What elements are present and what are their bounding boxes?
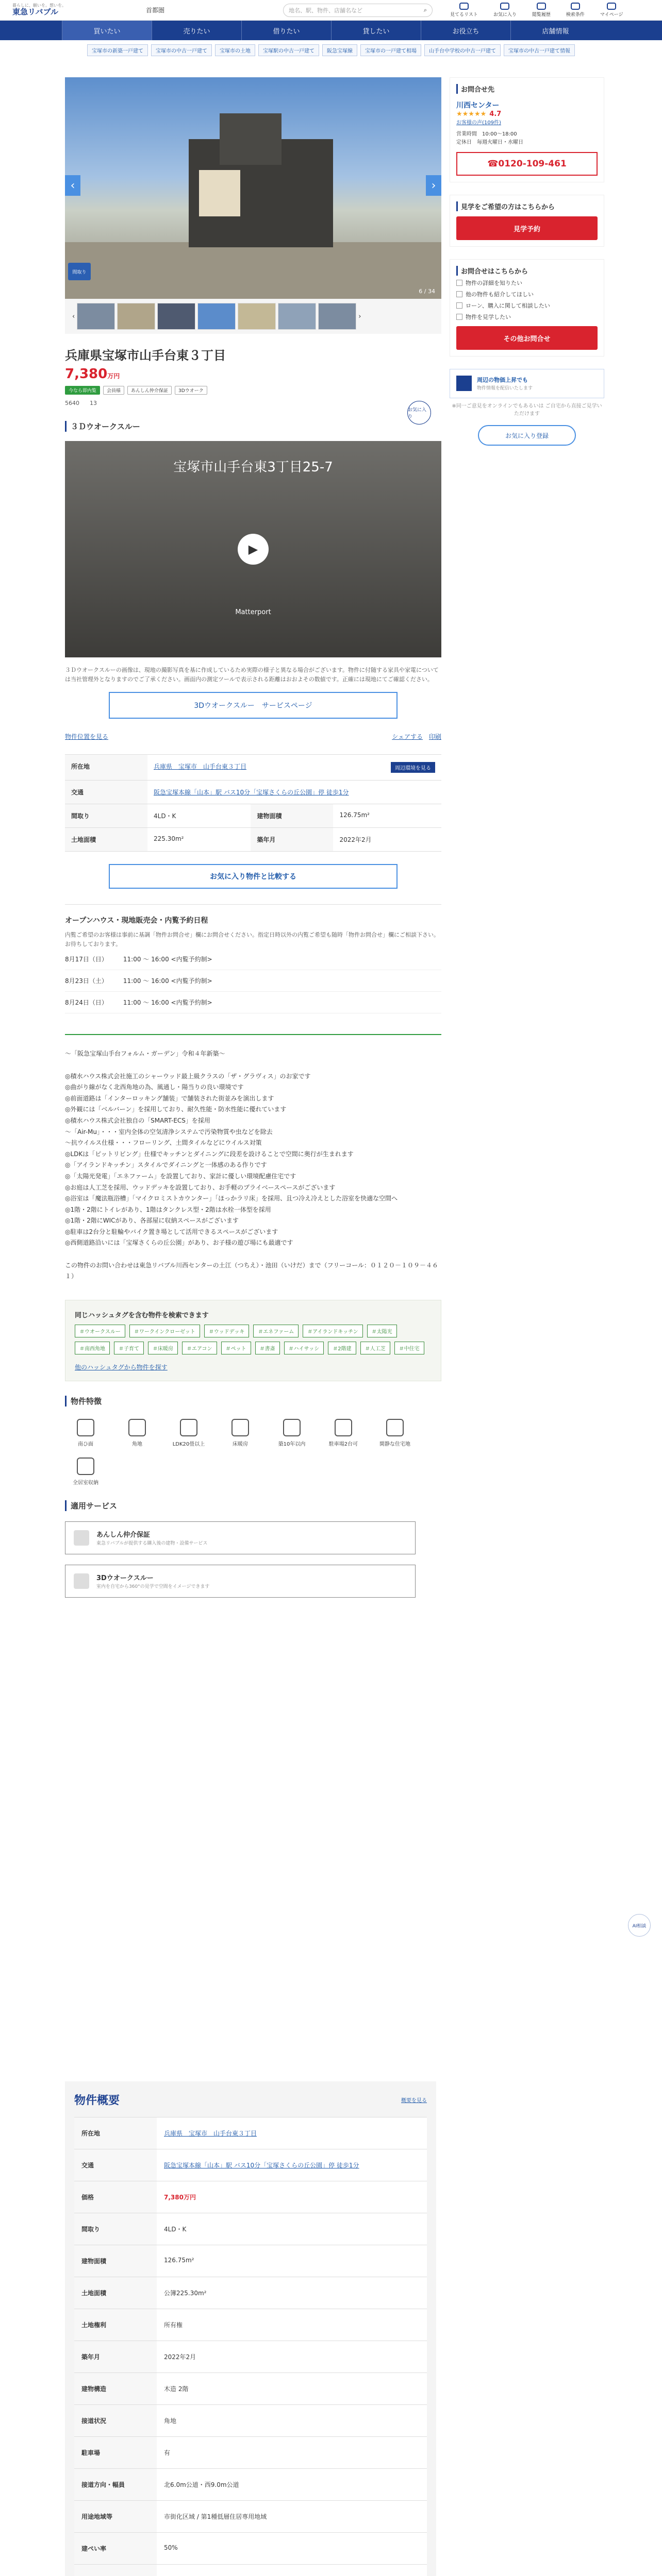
property-description: ～「阪急宝塚山手台フォルム・ガーデン」令和４年新築～ ◎積水ハウス株式会社施工のシャーウッド最上級クラスの「ザ・グラヴィス」のお家です ◎曲がり線がなく北西角地の為、風通し・陽当りの良い環境です ◎前面道路は「インターロッキング舗装」で舗装された街並みを演出します ◎外観には「ベルバーン」を採用しており、耐久性能・防水性能に優れています ◎積水ハウス株式会社独自の「SMART-ECS」を採用 ～「Air-Mu」・・・室内全体の空気清浄システムで汚染物質や虫などを除去 ～抗ウイルス仕様・・・フローリング、土間タイルなどにウイルス対策 ◎LDKは「ピットリビング」仕様でキッチンとダイニングに段差を設けることで空間に奥行が生まれます ◎「アイランドキッチン」スタイルでダイニングと一体感のある作りです ◎「太陽光発電」「エネファーム」を設置しており、家計に優しい環境配慮住宅です ◎お庭は人工芝を採用、ウッドデッキを設置しており、お手軽のプライベースペースがございます ◎浴室は「魔法瓶浴槽」「マイクロミストカウンター」「ほっかラリ床」を採用、且つ冷え冷えとした浴室を快適な空間へ ◎1階・2階にトイレがあり、1階はタンクレス型・2階は水栓一体型を採用 ◎1階・2階にWICがあり、各部屋に収納スペースがございます ◎駐車は2台分と駐輪やバイク置き場として活用できるスペースがございます ◎西側道路沿いには「宝塚さくらの丘公園」があり、お子様の遊び場にも最適です この物件のお問い合わせは東急リバブル川西センターの土江（つちえ）・池田（いけだ）まで（フリーコール：０１２０－１０９－４６１） — [65, 1034, 441, 1282]
nav-sell[interactable]: 売りたい — [152, 21, 241, 40]
hashtag-chip[interactable]: ＃書斎 — [255, 1342, 280, 1354]
3d-icon — [74, 1573, 89, 1589]
inquiry-checkbox[interactable]: 物件の詳細を知りたい — [456, 279, 598, 287]
feature-icon — [77, 1419, 94, 1436]
feature-icon — [231, 1419, 249, 1436]
views-count: 5640 — [65, 400, 79, 406]
services-heading: 適用サービス — [65, 1500, 441, 1511]
tag: 3Dウオーク — [175, 386, 207, 395]
inquiry-checkbox[interactable]: 他の物件も紹介してほしい — [456, 290, 598, 298]
sidebar — [450, 77, 604, 446]
breadcrumb-link[interactable]: 宝塚市の土地 — [215, 44, 255, 56]
address-link[interactable]: 兵庫県 宝塚市 山手台東３丁目 — [154, 763, 247, 771]
feature-item: 南ひ面 — [65, 1419, 106, 1447]
visit-box: 見学をご希望の方はこちらから 見学予約 — [450, 195, 604, 247]
ai-chat-button[interactable]: AI相談 — [628, 1914, 651, 1937]
nav-shops[interactable]: 店舗情報 — [510, 21, 600, 40]
heart-icon[interactable]: お気に入り — [493, 3, 517, 18]
map-link[interactable]: 物件位置を見る — [65, 733, 109, 741]
side-favorite-button[interactable]: お気に入り登録 — [478, 425, 576, 446]
breadcrumb-link[interactable]: 宝塚市の中古一戸建て — [151, 44, 212, 56]
hashtag-chip[interactable]: ＃2階建 — [328, 1342, 356, 1354]
search-cond-icon[interactable]: 検索条件 — [566, 3, 585, 18]
hashtag-chip[interactable]: ＃人工芝 — [360, 1342, 390, 1354]
search-icon[interactable]: ⌕ — [423, 6, 427, 13]
features-heading: 物件特徴 — [65, 1396, 441, 1406]
hashtag-chip[interactable]: ＃ワークインクローゼット — [129, 1325, 200, 1337]
breadcrumb-link[interactable]: 宝塚市の新築一戸建て — [87, 44, 148, 56]
reviews-link[interactable]: お客様の声(109件) — [456, 120, 501, 126]
visit-reserve-button[interactable]: 見学予約 — [456, 216, 598, 240]
site-header — [0, 0, 662, 21]
breadcrumb-link[interactable]: 宝塚市の一戸建て相場 — [360, 44, 421, 56]
area-select[interactable]: 首都圏 — [146, 7, 165, 14]
walkthrough-service-button[interactable]: 3Dウオークスルー サービスページ — [109, 692, 398, 719]
nav-useful[interactable]: お役立ち — [421, 21, 510, 40]
matterport-logo: Matterport — [235, 608, 271, 616]
hashtag-chip[interactable]: ＃アイランドキッチン — [303, 1325, 362, 1337]
shop-card: お問合せ先 川西センター ★★★★★ 4.7 お客様の声(109件) 営業時間 10:00～18:00 定休日 毎週火曜日・水曜日 ☎ 0120-109-461 — [450, 77, 604, 182]
thumbnail[interactable] — [278, 303, 316, 330]
inquiry-box: お問合せはこちらから 物件の詳細を知りたい 他の物件も紹介してほしい ローン、購入に関して相談したい 物件を見学したい その他お問合せ — [450, 259, 604, 357]
hashtag-chip[interactable]: ＃中住宅 — [394, 1342, 424, 1354]
thumbnail[interactable] — [157, 303, 195, 330]
property-stats — [65, 400, 441, 406]
walkthrough-video[interactable]: 宝塚市山手台東3丁目25-7 ▶ Matterport — [65, 441, 441, 657]
breadcrumb-link[interactable]: 山手台中学校の中古一戸建て — [424, 44, 501, 56]
tag: 会員様 — [103, 386, 124, 395]
summary-table: 所在地 兵庫県 宝塚市 山手台東３丁目 周辺環境を見る 交通 阪急宝塚本線「山本」駅 バス10分「宝塚さくらの丘公園」停 徒歩1分 間取り 4LD・K 建物面積 126.75m² 土地面積 225.30m² 築年月 2022年2月 — [65, 754, 441, 852]
shield-icon — [74, 1530, 89, 1546]
feature-icon — [77, 1458, 94, 1475]
breadcrumb-link[interactable]: 阪急宝塚線 — [322, 44, 357, 56]
feature-icon — [386, 1419, 404, 1436]
thumbnail[interactable] — [238, 303, 276, 330]
feature-item: 全居室収納 — [65, 1458, 106, 1486]
share-link[interactable]: シェアする — [392, 733, 423, 741]
user-icon[interactable]: マイページ — [600, 3, 623, 18]
list-icon[interactable]: 見てるリスト — [450, 3, 478, 18]
search-input[interactable]: 地名、駅、物件、店舗名など ⌕ — [283, 4, 433, 17]
nav-rent[interactable]: 借りたい — [241, 21, 331, 40]
prev-arrow-icon[interactable]: ‹ — [65, 175, 80, 196]
inquiry-checkbox[interactable]: ローン、購入に関して相談したい — [456, 301, 598, 310]
service-item[interactable]: 3Dウオークスルー 室内を自宅から360°の見学で空間をイメージできます — [65, 1565, 416, 1598]
nav-buy[interactable]: 買いたい — [62, 21, 152, 40]
feature-item: 床暖房 — [220, 1419, 261, 1447]
phone-button[interactable]: ☎ 0120-109-461 — [456, 152, 598, 176]
hashtag-chip[interactable]: ＃ハイサッシ — [284, 1342, 324, 1354]
next-arrow-icon[interactable]: › — [426, 175, 441, 196]
tag: 今なら即内覧 — [65, 386, 100, 395]
hashtag-chip[interactable]: ＃エネファーム — [253, 1325, 299, 1337]
rating-stars: ★★★★★ — [456, 110, 487, 118]
thumbnail[interactable] — [117, 303, 155, 330]
thumb-prev-icon[interactable]: ‹ — [72, 312, 75, 320]
hashtag-chip[interactable]: ＃南西角地 — [75, 1342, 110, 1354]
feature-icon — [283, 1419, 301, 1436]
feature-item: 角地 — [117, 1419, 158, 1447]
feature-icon — [180, 1419, 197, 1436]
history-icon[interactable]: 閲覧履歴 — [532, 3, 551, 18]
other-inquiry-button[interactable]: その他お問合せ — [456, 326, 598, 350]
global-nav — [0, 21, 662, 40]
property-title: 兵庫県宝塚市山手台東３丁目 — [65, 348, 226, 363]
hashtag-chip[interactable]: ＃床暖房 — [148, 1342, 178, 1354]
thumbnail[interactable] — [77, 303, 115, 330]
inquiry-checkbox[interactable]: 物件を見学したい — [456, 313, 598, 321]
thumbnail-strip — [65, 299, 441, 334]
assure-banner[interactable]: 周辺の物価上昇でも 物件情報を配信いたします — [450, 369, 604, 398]
main-column — [65, 77, 441, 1598]
feature-item: 閑静な住宅地 — [374, 1419, 416, 1447]
compare-favorites-button[interactable]: お気に入り物件と比較する — [109, 864, 398, 889]
thumbnail[interactable] — [318, 303, 356, 330]
thumbnail[interactable] — [197, 303, 236, 330]
walkthrough-desc: ３Ｄウオークスルーの画像は、現地の撮影写真を基に作成しているため実際の様子と異なる場合がございます。物件に付随する家具や家電については当社管理外となりますのでご了承ください。画面内の測定ツールで表示される距離はおおよその数値です。正確には現地にてご確認ください。 — [65, 667, 439, 683]
transit-link[interactable]: 阪急宝塚本線「山本」駅 バス10分「宝塚さくらの丘公園」停 徒歩1分 — [154, 789, 349, 796]
hashtag-chip[interactable]: ＃太陽光 — [367, 1325, 397, 1337]
hashtag-search-link[interactable]: 他のハッシュタグから物件を探す — [75, 1363, 168, 1371]
property-price: 7,380万円 — [65, 366, 120, 382]
open-house: オープンハウス・現地販売会・内覧予約日程 内覧ご希望のお客様は事前に基調「物件お問合せ」欄にお問合せください。指定日時以外の内覧ご希望も随時「物件お問合せ」欄にご相談下さい。お待ちしております。 8月17日（日） 11:00 ～ 16:00 <内覧予約制> 8月23日（土） 11:00 ～ 16:00 <内覧予約制> 8月24日（日） 11:00 ～ 16:00 <内覧予約制> — [65, 904, 441, 1013]
feature-item: 駐車場2台可 — [323, 1419, 364, 1447]
thumb-next-icon[interactable]: › — [358, 312, 361, 320]
favorite-button[interactable]: お気に入り — [407, 401, 431, 425]
breadcrumb-link[interactable]: 宝塚駅の中古一戸建て — [258, 44, 319, 56]
favs-count: 13 — [90, 400, 97, 406]
print-link[interactable]: 印刷 — [428, 733, 441, 741]
feature-item: LDK20畳以上 — [168, 1419, 209, 1447]
service-item[interactable]: あんしん仲介保証 東急リバブルが提供する購入後の建物・設備サービス — [65, 1521, 416, 1554]
nav-lend[interactable]: 貸したい — [331, 21, 421, 40]
surroundings-button[interactable]: 周辺環境を見る — [391, 762, 435, 773]
site-logo[interactable]: 暮らしに、願いを。想いを。 東急リバブル — [12, 3, 66, 16]
action-links — [65, 732, 441, 741]
shop-name[interactable]: 川西センター — [456, 101, 500, 110]
walkthrough-heading: ３Ｄウオークスルー — [65, 421, 441, 432]
hashtag-chip[interactable]: ＃エアコン — [182, 1342, 217, 1354]
side-note: ※同一ご意見をオンラインでもあるいは ご自宅から直接ご見学いただけます — [452, 403, 602, 417]
property-tags — [65, 386, 441, 395]
floorplan-badge[interactable]: 間取り — [68, 263, 91, 280]
overview-table: 所在地 兵庫県 宝塚市 山手台東３丁目 交通 阪急宝塚本線「山本」駅 バス10分「宝塚さくらの丘公園」停 徒歩1分 価格 7,380万円 間取り 4LD・K 建物面積 126.75m² 土地面積 公簿225.30m² 土地権利 所有権 築年月 2022年2月 建物構造 木造 2階 接道状況 角地 駐車場 有 接道方向・幅員 北6.0m公道・西9.0m公道 用途地域等 市街化区域 / 第1種低層住居専用地域 建ぺい率 50% — [74, 2117, 427, 2576]
breadcrumb-link[interactable]: 宝塚市の中古一戸建て情報 — [504, 44, 575, 56]
tag: あんしん仲介保証 — [127, 386, 172, 395]
feature-icon — [128, 1419, 146, 1436]
breadcrumb — [0, 40, 662, 60]
hashtag-chip[interactable]: ＃子育て — [114, 1342, 144, 1354]
property-overview: 物件概要 概要を見る 所在地 兵庫県 宝塚市 山手台東３丁目 交通 阪急宝塚本線「山本」駅 バス10分「宝塚さくらの丘公園」停 徒歩1分 価格 7,380万円 間取り 4LD・K 建物面積 126.75m² 土地面積 公簿225.30m² 土地権利 所有権 築年月 2022年2月 建物構造 木造 2階 接道状況 角地 駐車場 有 接道方向・幅員 北6.0m公道・西9.0m公道 用途地域等 市街化区域 / 第1種低層住居専用地域 建ぺい率 50% — [65, 2081, 436, 2576]
mail-icon — [456, 376, 472, 391]
photo-gallery[interactable] — [65, 77, 441, 299]
hashtag-box: 同じハッシュタグを含む物件を検索できます ＃ウオークスルー ＃ワークインクローゼット ＃ウッドデッキ ＃エネファーム ＃アイランドキッチン ＃太陽光 ＃南西角地 ＃子育て ＃床暖房 ＃エアコン ＃ペット ＃書斎 ＃ハイサッシ ＃2階建 ＃人工芝 ＃中住宅 他のハッシュタグから物件を探す — [65, 1300, 441, 1381]
feature-icons — [65, 1419, 426, 1486]
photo-counter: 6 / 34 — [419, 288, 435, 295]
feature-item: 築10年以内 — [271, 1419, 312, 1447]
hashtag-chip[interactable]: ＃ペット — [221, 1342, 251, 1354]
feature-icon — [335, 1419, 352, 1436]
play-icon[interactable]: ▶ — [238, 534, 269, 565]
hashtag-chip[interactable]: ＃ウッドデッキ — [204, 1325, 250, 1337]
hashtag-chip[interactable]: ＃ウオークスルー — [75, 1325, 125, 1337]
overview-link[interactable]: 概要を見る — [401, 2098, 427, 2104]
